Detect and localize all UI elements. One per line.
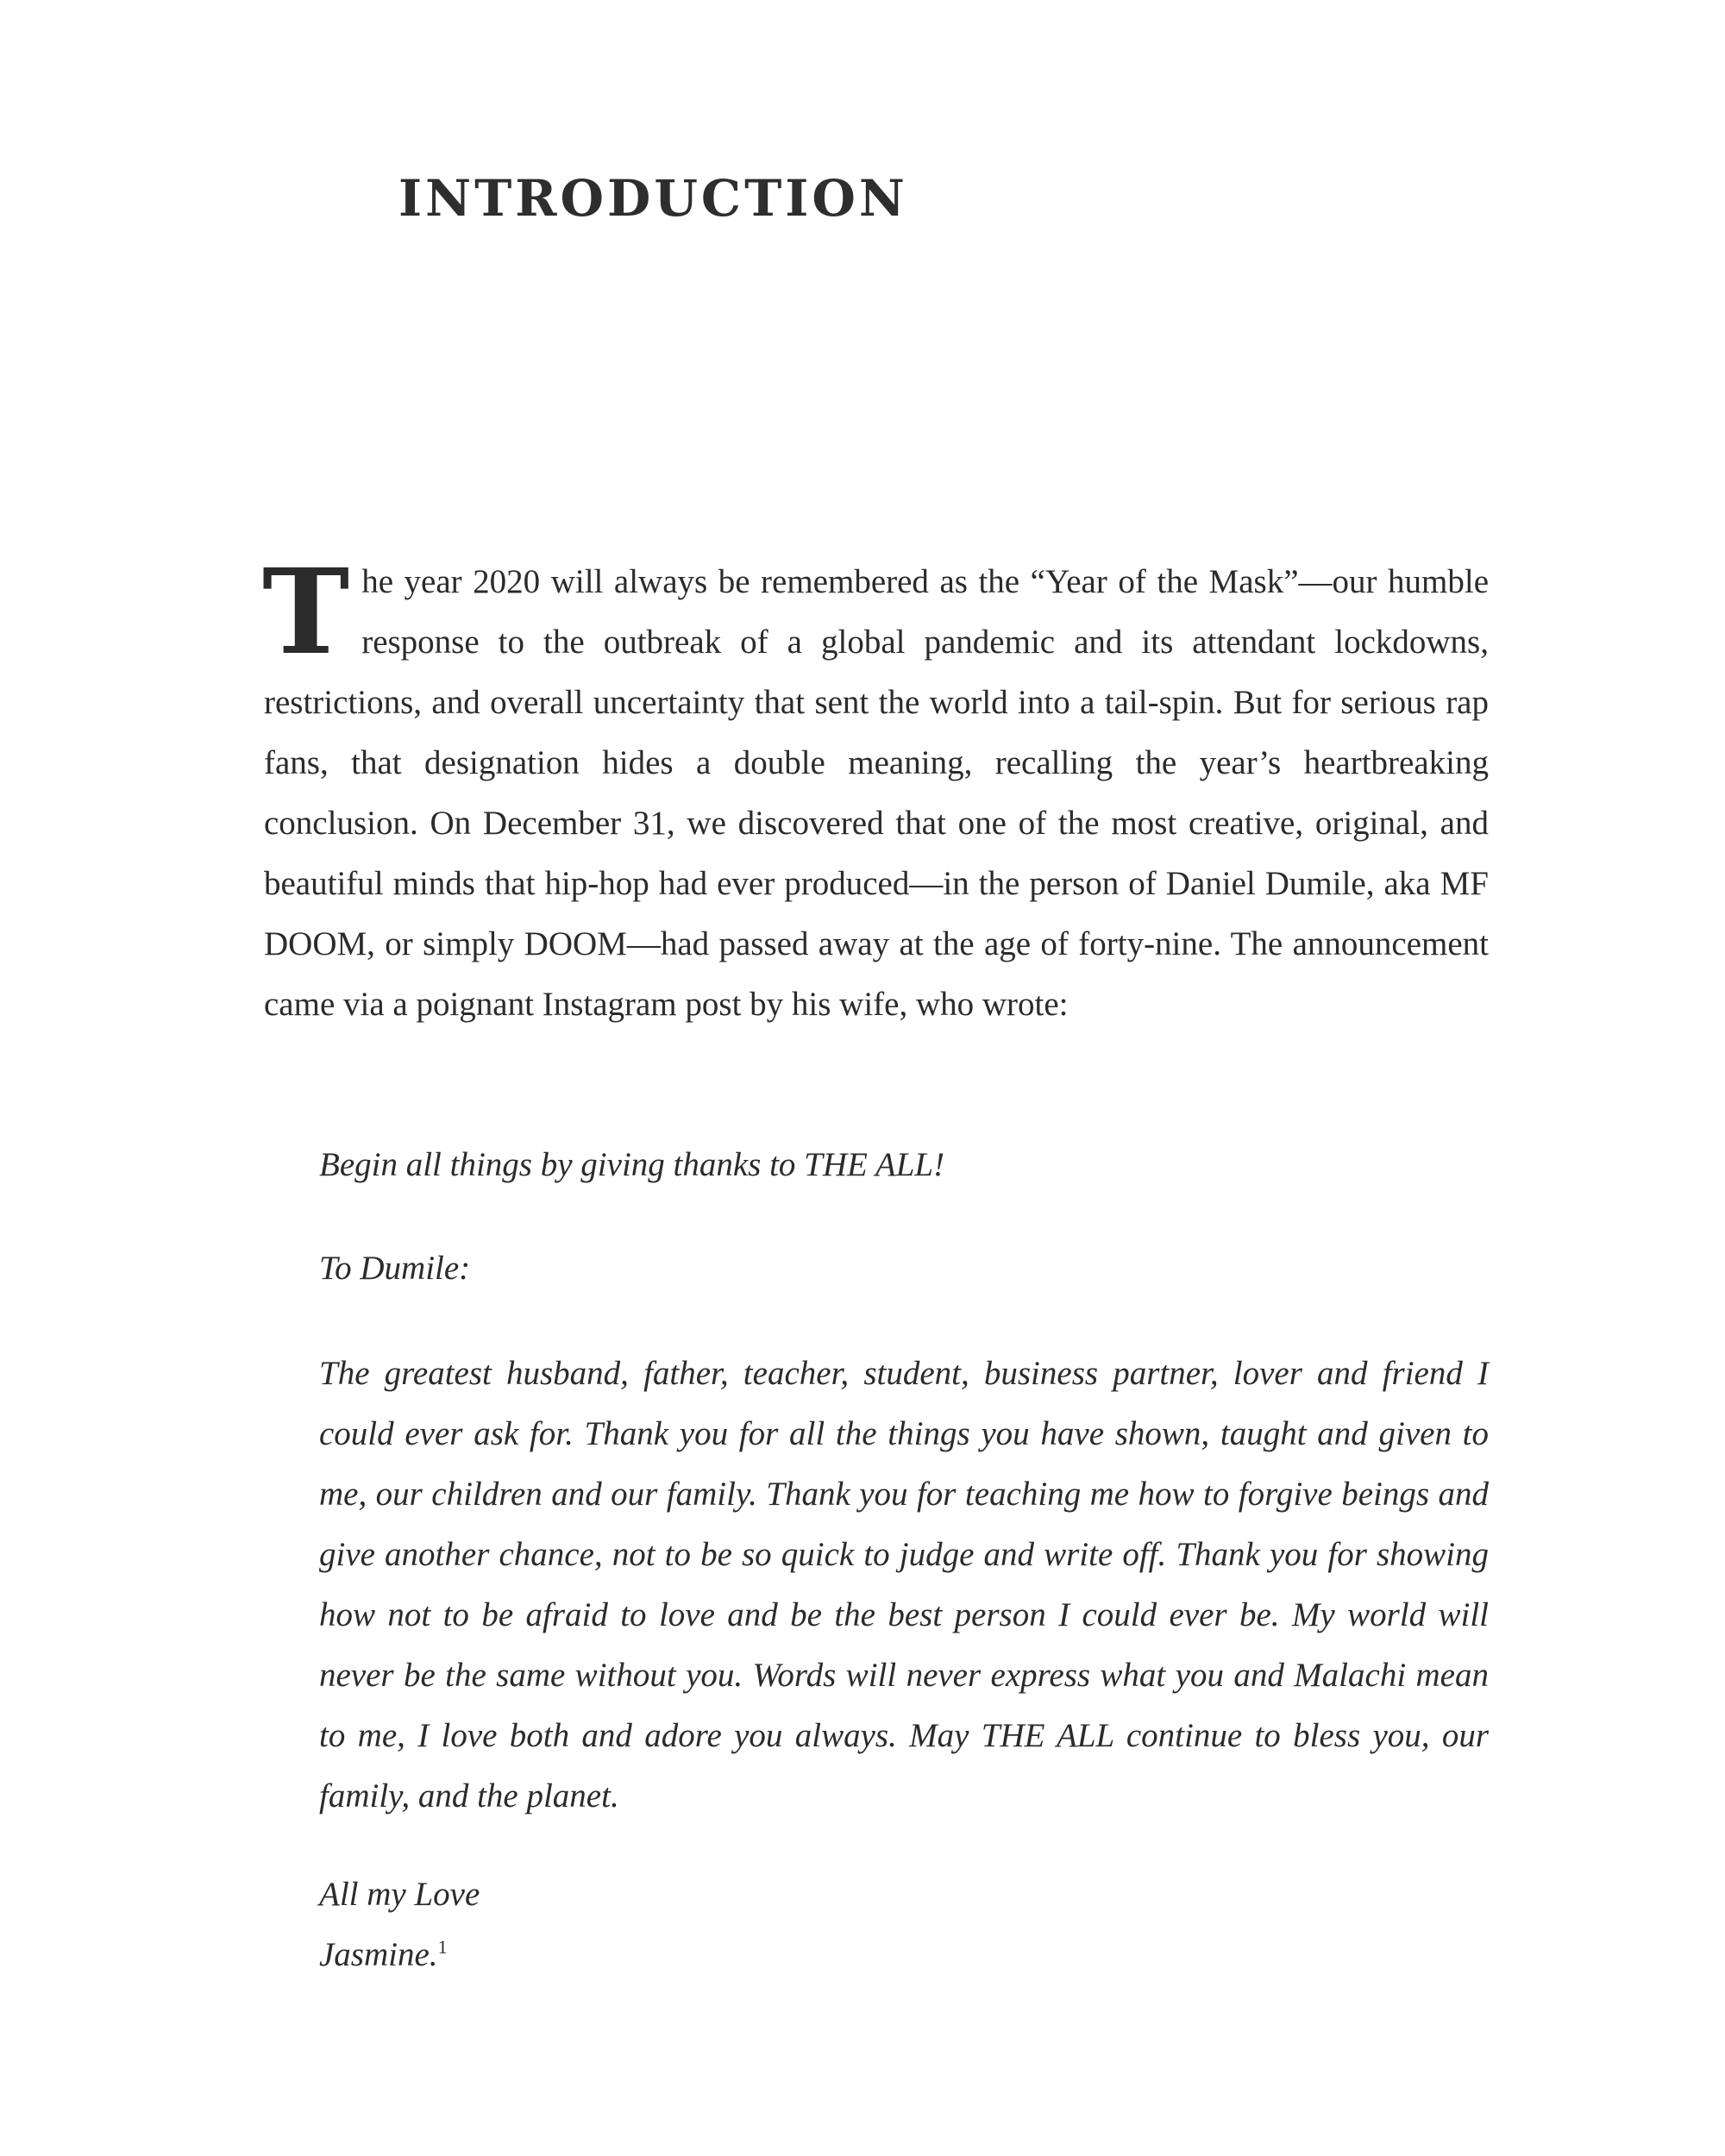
quote-body: The greatest husband, father, teacher, student, business partner, lover and friend I could ever ask for. Thank you for all the things you have shown, taught and given to me, our children and our family. Thank you for teaching me how to forgive beings and give another chance, not to be so quick to judge and write off. Thank you for showing how not to be afraid to love and be the best person I could ever be. My world will never be the same without you. Words will never express what you and Malachi mean to me, I love both and adore you always. May THE ALL continue to bless you, our family, and the planet. xyxy=(319,1355,1489,1814)
intro-paragraph-text: he year 2020 will always be remembered as the “Year of the Mask”—our humble response to the outbreak of a global pandemic and its attendant lockdowns, restrictions, and overall uncertainty that sent the world into a tail-spin. But for serious rap fans, that designation hides a double meaning, recalling the year’s heartbreaking conclusion. On December 31, we discovered that one of the most creative, original, and beautiful minds that hip-hop had ever produced—in the person of Daniel Dumile, aka MF DOOM, or simply DOOM—had passed away at the age of forty-nine. The announcement came via a poignant Instagram post by his wife, who wrote: xyxy=(264,563,1489,1023)
signature-line xyxy=(319,1925,1489,1985)
quote-signoff xyxy=(319,1865,1489,1985)
quote-salutation: To Dumile: xyxy=(319,1250,471,1287)
intro-paragraph xyxy=(262,543,1489,1035)
quote-closing: All my Love xyxy=(319,1876,480,1913)
drop-cap: T xyxy=(262,543,350,681)
signature-name: Jasmine. xyxy=(319,1936,438,1973)
quote-opening-line: Begin all things by giving thanks to THE ALL! xyxy=(319,1146,945,1183)
chapter-title: INTRODUCTION xyxy=(398,169,908,228)
footnote-marker[interactable]: 1 xyxy=(437,1936,448,1958)
